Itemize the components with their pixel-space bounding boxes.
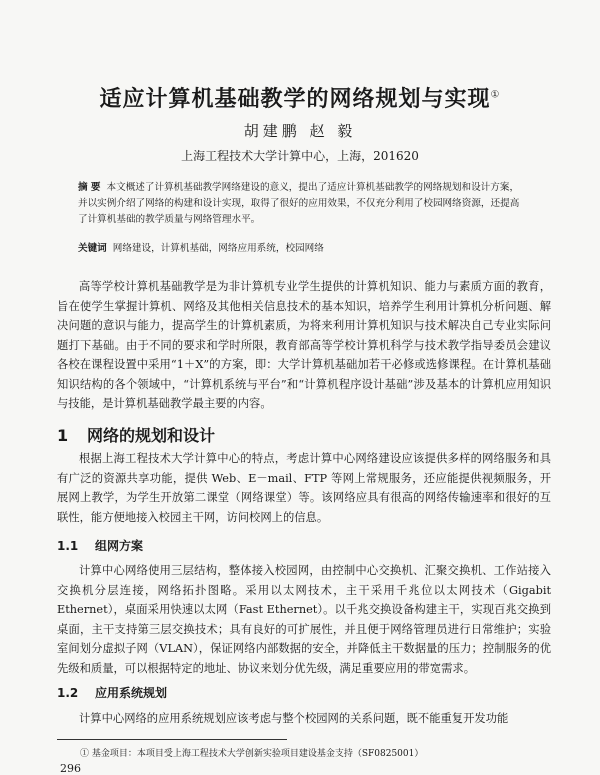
section-number: 1 xyxy=(57,426,69,445)
abstract-label: 摘 要 xyxy=(78,182,101,193)
subsection-1-1-paragraph: 计算中心网络使用三层结构，整体接入校园网，由控制中心交换机、汇聚交换机、工作站接入交换机分层连接，网络拓扑图略。采用以太网技术，主干采用千兆位以太网技术（Gigabit Ethernet），桌面采用快速以太网（Fast Ethernet）。以千兆交换设备构建主干，实现百兆交换到桌面，主干支持第三层交换技术；具有良好的可扩展性，并且便于网络管理员进行日常维护；实验室间划分虚拟子网（VLAN），保证网络内部数据的安全，并降低主干数据量的压力；控制服务的优先级和质量，可以根据特定的地址、协议来划分优先级，满足重要应用的带宽需求。 xyxy=(57,564,551,675)
paper-title: 适应计算机基础教学的网络规划与实现① xyxy=(99,87,501,112)
section-heading-1 xyxy=(57,423,215,446)
title-footnote-mark: ① xyxy=(490,89,501,101)
abstract-text: 本文概述了计算机基础教学网络建设的意义，提出了适应计算机基础教学的网络规划和设计方案，并以实例介绍了网络的构建和设计实现，取得了很好的应用效果，不仅充分利用了校园网络资源，还提高了计算机基础的教学质量与网络管理水平。 xyxy=(78,182,520,225)
footnote: ① 基金项目：本项目受上海工程技术大学创新实验项目建设基金支持（SF0825001） xyxy=(80,749,424,759)
subsection-heading-1-1 xyxy=(57,537,143,554)
subsection-1-2-paragraph: 计算中心网络的应用系统规划应该考虑与整个校园网的关系问题，既不能重复开发功能 xyxy=(79,712,509,725)
keywords-text: 网络建设，计算机基础，网络应用系统，校园网络 xyxy=(112,243,324,254)
footnote-rule xyxy=(57,739,287,740)
author-affiliation: 上海工程技术大学计算中心，上海，201620 xyxy=(181,149,419,163)
intro-paragraph: 高等学校计算机基础教学是为非计算机专业学生提供的计算机知识、能力与素质方面的教育，旨在使学生掌握计算机、网络及其他相关信息技术的基本知识，培养学生利用计算机分析问题、解决问题的意识与能力，提高学生的计算机素质，为将来利用计算机知识与技术解决自己专业实际问题打下基础。由于不同的要求和学时所限，教育部高等学校计算机科学与技术教学指导委员会建议各校在课程设置中采用“1＋X”的方案，即：大学计算机基础加若干必修或选修课程。在计算机基础知识结构的各个领域中，“计算机系统与平台”和“计算机程序设计基础”涉及基本的计算机应用知识与技能，是计算机基础教学最主要的内容。 xyxy=(57,280,551,410)
section-1-paragraph: 根据上海工程技术大学计算中心的特点，考虑计算中心网络建设应该提供多样的网络服务和具有广泛的资源共享功能，提供 Web、E－mail、FTP 等网上常规服务，还应能提供视频服务，开展网上教学，为学生开放第二课堂（网络课堂）等。该网络应具有很高的网络传输速率和很好的互联性，能方便地接入校园主干网，访问校网上的信息。 xyxy=(57,452,551,524)
author-list: 胡建鹏 赵 毅 xyxy=(243,122,357,140)
keywords xyxy=(78,240,528,254)
keywords-label: 关键词 xyxy=(78,243,107,254)
subsection-number: 1.2 xyxy=(57,686,79,700)
subsection-title: 应用系统规划 xyxy=(95,686,168,700)
subsection-title: 组网方案 xyxy=(95,539,144,553)
abstract xyxy=(78,180,528,228)
page-number: 296 xyxy=(60,762,81,775)
subsection-number: 1.1 xyxy=(57,539,79,553)
subsection-heading-1-2 xyxy=(57,684,167,701)
section-title: 网络的规划和设计 xyxy=(87,426,216,445)
